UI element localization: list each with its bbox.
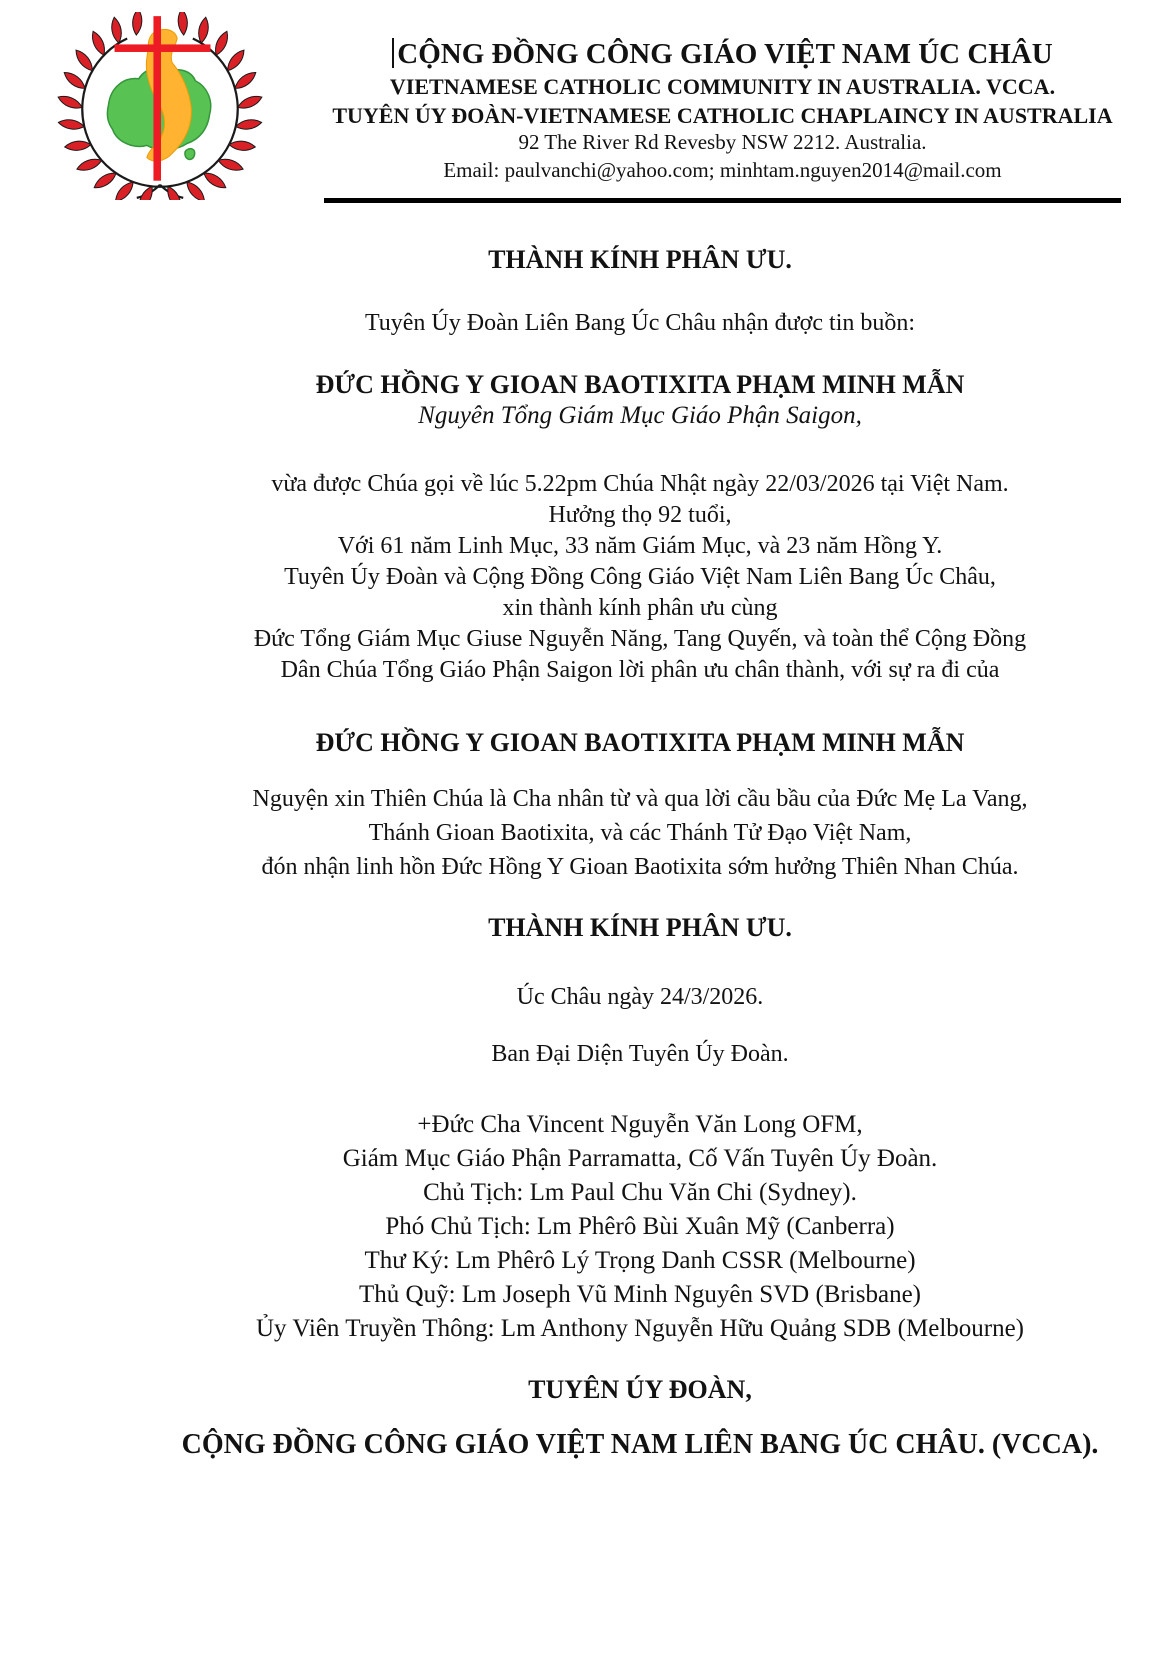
announcement-line: Dân Chúa Tổng Giáo Phận Saigon lời phân ưu chân thành, với sự ra đi của: [280, 657, 1000, 683]
organization-subtitle-english: VIETNAMESE CATHOLIC COMMUNITY IN AUSTRALIA. VCCA.: [389, 74, 1056, 99]
email-line: Email: paulvanchi@yahoo.com; minhtam.nguyen2014@mail.com: [443, 158, 1002, 182]
announcement-line: vừa được Chúa gọi về lúc 5.22pm Chúa Nhật ngày 22/03/2026 tại Việt Nam.: [271, 471, 1009, 497]
closing-signature-line1: TUYÊN ÚY ĐOÀN,: [528, 1375, 752, 1404]
announcement-line: Đức Tổng Giám Mục Giuse Nguyễn Năng, Tang Quyến, và toàn thể Cộng Đồng: [253, 626, 1027, 652]
announcement-line: Hưởng thọ 92 tuổi,: [548, 502, 732, 528]
announcement-line: Tuyên Úy Đoàn và Cộng Đồng Công Giáo Việt Nam Liên Bang Úc Châu,: [284, 564, 996, 590]
chaplaincy-subtitle: TUYÊN ÚY ĐOÀN-VIETNAMESE CATHOLIC CHAPLAINCY IN AUSTRALIA: [332, 103, 1113, 128]
treasurer-line: Thủ Quỹ: Lm Joseph Vũ Minh Nguyên SVD (Brisbane): [359, 1281, 921, 1308]
committee-heading: Ban Đại Diện Tuyên Úy Đoàn.: [491, 1041, 789, 1067]
media-officer-line: Ủy Viên Truyền Thông: Lm Anthony Nguyễn Hữu Quảng SDB (Melbourne): [255, 1315, 1025, 1342]
intro-line: Tuyên Úy Đoàn Liên Bang Úc Châu nhận được tin buồn:: [364, 310, 916, 336]
cardinal-name-heading: ĐỨC HỒNG Y GIOAN BAOTIXITA PHẠM MINH MẪN: [315, 370, 965, 399]
cardinal-name-heading-repeat: ĐỨC HỒNG Y GIOAN BAOTIXITA PHẠM MINH MẪN: [315, 728, 965, 757]
president-line: Chủ Tịch: Lm Paul Chu Văn Chi (Sydney).: [423, 1179, 857, 1206]
vice-president-line: Phó Chủ Tịch: Lm Phêrô Bùi Xuân Mỹ (Canberra): [385, 1213, 895, 1240]
prayer-line: Nguyện xin Thiên Chúa là Cha nhân từ và qua lời cầu bầu của Đức Mẹ La Vang,: [252, 786, 1028, 812]
prayer-line: đón nhận linh hồn Đức Hồng Y Gioan Baotixita sớm hưởng Thiên Nhan Chúa.: [261, 854, 1019, 880]
announcement-line: xin thành kính phân ưu cùng: [502, 595, 778, 621]
closing-signature-line2: CỘNG ĐỒNG CÔNG GIÁO VIỆT NAM LIÊN BANG ÚC CHÂU. (VCCA).: [181, 1429, 1099, 1460]
organization-title-text: CỘNG ĐỒNG CÔNG GIÁO VIỆT NAM ÚC CHÂU: [397, 38, 1053, 70]
condolence-heading-bottom: THÀNH KÍNH PHÂN ƯU.: [488, 913, 792, 942]
advisor-bishop-line: +Đức Cha Vincent Nguyễn Văn Long OFM,: [417, 1111, 863, 1138]
secretary-line: Thư Ký: Lm Phêrô Lý Trọng Danh CSSR (Melbourne): [364, 1247, 916, 1274]
announcement-line: Với 61 năm Linh Mục, 33 năm Giám Mục, và 23 năm Hồng Y.: [337, 533, 943, 559]
condolence-heading-top: THÀNH KÍNH PHÂN ƯU.: [488, 245, 792, 274]
advisor-bishop-title-line: Giám Mục Giáo Phận Parramatta, Cố Vấn Tuyên Úy Đoàn.: [342, 1145, 938, 1172]
letter-body: [104, 0, 1176, 1463]
prayer-line: Thánh Gioan Baotixita, và các Thánh Tử Đạo Việt Nam,: [368, 820, 912, 846]
cardinal-title-line: Nguyên Tổng Giám Mục Giáo Phận Saigon,: [418, 402, 862, 429]
dateline: Úc Châu ngày 24/3/2026.: [516, 984, 764, 1010]
street-address: 92 The River Rd Revesby NSW 2212. Australia.: [518, 130, 927, 154]
